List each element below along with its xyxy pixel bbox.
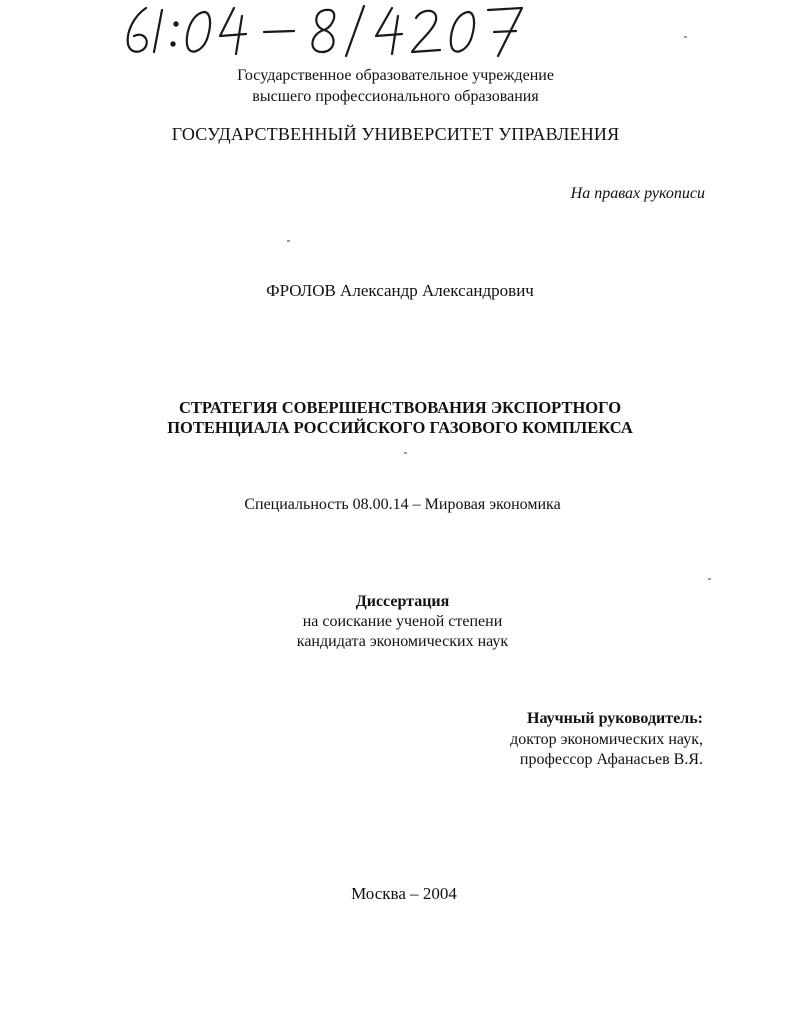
handwritten-number-drawing: [118, 2, 538, 60]
supervisor-label: Научный руководитель:: [527, 710, 703, 727]
handwritten-catalog-number: [118, 2, 538, 60]
dissertation-degree-line-1: на соискание ученой степени: [302, 613, 503, 630]
institution-line-2: высшего профессионального образования: [252, 88, 539, 105]
author-name: ФРОЛОВ Александр Александрович: [266, 281, 534, 300]
city-year: Москва – 2004: [351, 884, 457, 903]
scan-speck: [708, 578, 711, 580]
specialty-line: Специальность 08.00.14 – Мировая экономика: [244, 496, 561, 513]
institution-line-1: Государственное образовательное учреждение: [237, 67, 554, 84]
dissertation-heading: Диссертация: [355, 593, 450, 610]
scan-speck: [287, 240, 290, 242]
supervisor-degree: доктор экономических наук,: [510, 731, 703, 748]
scan-speck: [404, 452, 407, 454]
dissertation-title-line-2: ПОТЕНЦИАЛА РОССИЙСКОГО ГАЗОВОГО КОМПЛЕКСА: [167, 418, 633, 437]
supervisor-name: профессор Афанасьев В.Я.: [519, 751, 703, 768]
rights-note: На правах рукописи: [570, 185, 705, 202]
scan-speck: [684, 36, 687, 38]
dissertation-title-line-1: СТРАТЕГИЯ СОВЕРШЕНСТВОВАНИЯ ЭКСПОРТНОГО: [178, 398, 622, 417]
dissertation-degree-line-2: кандидата экономических наук: [296, 633, 509, 650]
university-name: ГОСУДАРСТВЕННЫЙ УНИВЕРСИТЕТ УПРАВЛЕНИЯ: [171, 124, 620, 144]
